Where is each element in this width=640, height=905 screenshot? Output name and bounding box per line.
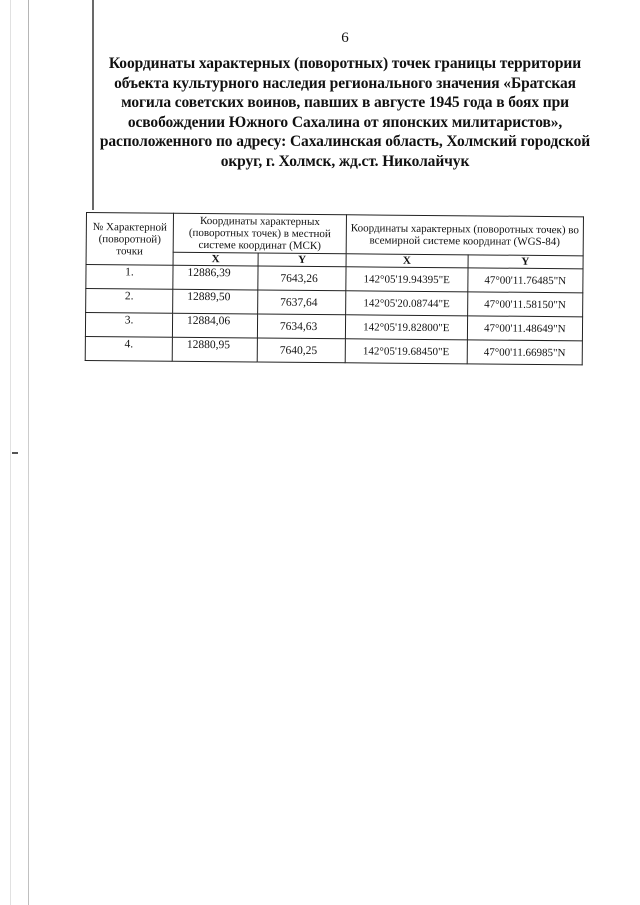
wgs-y-value: 47°00'11.58150"N <box>467 292 583 317</box>
scan-margin-line-outer <box>10 0 11 905</box>
document-title <box>92 54 598 171</box>
msk-x-value: 12889,50 <box>173 289 258 314</box>
header-msk-x: X <box>173 252 258 266</box>
table-header-row <box>86 213 583 256</box>
title-line: Координаты характерных (поворотных) точек границы территории <box>108 55 582 72</box>
table-row <box>85 336 582 364</box>
point-number: 3. <box>85 313 172 338</box>
wgs-y-value: 47°00'11.66985"N <box>467 340 583 365</box>
wgs-y-value: 47°00'11.48649"N <box>467 316 583 341</box>
point-number: 2. <box>86 289 173 314</box>
wgs-x-value: 142°05'19.94395"E <box>346 267 468 292</box>
wgs-x-value: 142°05'19.68450"E <box>345 339 467 364</box>
title-line: освобождении Южного Сахалина от японских милитаристов», <box>127 113 563 131</box>
page-number: 6 <box>341 30 349 46</box>
msk-x-value: 12886,39 <box>173 265 258 290</box>
scan-dash-mark <box>12 452 18 454</box>
header-wgs-coordinates: Координаты характерных (поворотных точек) во всемирной системе координат (WGS-84) <box>346 215 583 256</box>
wgs-x-value: 142°05'19.82800"E <box>345 315 467 340</box>
scan-margin-line <box>28 0 29 905</box>
header-wgs-y: Y <box>468 255 583 269</box>
msk-x-value: 12880,95 <box>172 337 257 362</box>
wgs-x-value: 142°05'20.08744"E <box>346 291 468 316</box>
msk-x-value: 12884,06 <box>172 313 257 338</box>
title-line: расположенного по адресу: Сахалинская область, Холмский городской <box>99 133 591 150</box>
header-wgs-x: X <box>346 254 468 268</box>
msk-y-value: 7634,63 <box>257 314 345 339</box>
title-line: объекта культурного наследия регионального значения «Братская <box>114 74 576 92</box>
header-point-number: № Характерной (поворотной) точки <box>86 213 173 266</box>
point-number: 1. <box>86 265 173 290</box>
wgs-y-value: 47°00'11.76485"N <box>467 268 583 293</box>
point-number: 4. <box>85 336 172 361</box>
header-msk-coordinates: Координаты характерных (поворотных точек) в местной системе координат (МСК) <box>173 213 346 254</box>
msk-y-value: 7637,64 <box>258 290 346 315</box>
title-line: могила советских воинов, павших в августе 1945 года в боях при <box>121 94 569 111</box>
coordinates-table <box>85 212 584 365</box>
msk-y-value: 7640,25 <box>257 338 345 363</box>
msk-y-value: 7643,26 <box>258 266 346 291</box>
header-msk-y: Y <box>258 253 346 267</box>
title-line: округ, г. Холмск, жд.ст. Николайчук <box>220 152 470 170</box>
